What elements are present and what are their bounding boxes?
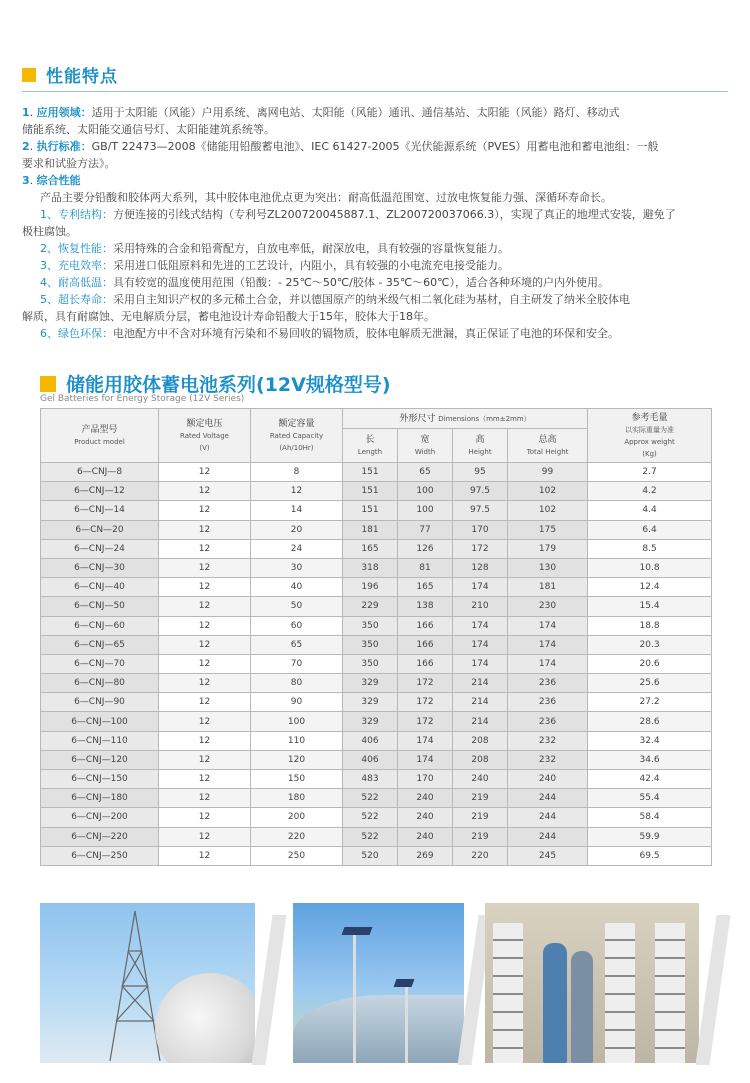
table-cell: 151: [343, 501, 398, 520]
table-cell: 69.5: [588, 846, 712, 865]
table-cell: 181: [508, 578, 588, 597]
table-cell: 174: [398, 750, 453, 769]
table-cell: 6—CNJ—70: [41, 654, 159, 673]
table-cell: 210: [453, 597, 508, 616]
table-cell: 150: [251, 770, 343, 789]
table-cell: 2.7: [588, 463, 712, 482]
divider: [22, 91, 728, 92]
table-row: [41, 731, 712, 750]
table-cell: 18.8: [588, 616, 712, 635]
table-cell: 483: [343, 770, 398, 789]
table-cell: 220: [251, 827, 343, 846]
section-title: 性能特点: [46, 67, 118, 87]
feature-number: 1: [22, 106, 30, 119]
table-cell: 12: [159, 635, 251, 654]
table-cell: 12.4: [588, 578, 712, 597]
feature-label: 综合性能: [36, 174, 81, 187]
intro-text: 产品主要分铅酸和胶体两大系列，其中胶体电池优点更为突出：耐高低温范围宽、过放电恢复能力强、深循环寿命长。: [40, 191, 612, 204]
technician: [543, 943, 567, 1063]
feature-text: 储能系统、太阳能交通信号灯、太阳能建筑系统等。: [22, 123, 275, 136]
section-title: 储能用胶体蓄电池系列(12V规格型号): [66, 374, 391, 396]
table-cell: 6—CNJ—8: [41, 463, 159, 482]
table-cell: 174: [453, 578, 508, 597]
table-cell: 522: [343, 789, 398, 808]
table-cell: 128: [453, 558, 508, 577]
feature-text: 适用于太阳能（风能）户用系统、离网电站、太阳能（风能）通讯、通信基站、太阳能（风能）路灯、移动式: [91, 106, 620, 119]
sub-feature-text: 极柱腐蚀。: [22, 225, 77, 238]
table-cell: 102: [508, 501, 588, 520]
table-cell: 180: [251, 789, 343, 808]
table-cell: 30: [251, 558, 343, 577]
sub-feature-item: [22, 291, 728, 308]
table-cell: 244: [508, 827, 588, 846]
table-cell: 219: [453, 789, 508, 808]
table-cell: 240: [398, 789, 453, 808]
table-row: [41, 597, 712, 616]
sub-feature-text: 具有较宽的温度使用范围（铅酸：- 25℃～50℃/胶体 - 35℃～60℃），适合各种环境的户内外使用。: [113, 276, 610, 289]
battery-rack: [493, 923, 523, 1063]
table-cell: 165: [398, 578, 453, 597]
table-cell: 20.6: [588, 654, 712, 673]
table-cell: 174: [508, 654, 588, 673]
sub-feature-item: [22, 257, 728, 274]
table-cell: 8: [251, 463, 343, 482]
sub-feature-text: 采用进口低阻原料和先进的工艺设计，内阻小，具有较强的小电流充电接受能力。: [113, 259, 509, 272]
table-cell: 60: [251, 616, 343, 635]
table-cell: 90: [251, 693, 343, 712]
table-cell: 12: [159, 616, 251, 635]
table-cell: 77: [398, 520, 453, 539]
table-cell: 170: [398, 770, 453, 789]
section-header-features: [22, 62, 118, 87]
telecom-tower-photo: [40, 903, 255, 1063]
table-cell: 12: [159, 578, 251, 597]
table-cell: 240: [508, 770, 588, 789]
battery-rack: [655, 923, 685, 1063]
lamp-pole: [353, 933, 356, 1063]
table-cell: 232: [508, 750, 588, 769]
table-cell: 138: [398, 597, 453, 616]
table-cell: 65: [251, 635, 343, 654]
table-cell: 350: [343, 616, 398, 635]
table-cell: 329: [343, 674, 398, 693]
battery-room-photo: [485, 903, 699, 1063]
table-cell: 97.5: [453, 482, 508, 501]
table-cell: 50: [251, 597, 343, 616]
sub-feature-list: [22, 206, 728, 342]
table-cell: 230: [508, 597, 588, 616]
battery-rack: [605, 923, 635, 1063]
table-cell: 27.2: [588, 693, 712, 712]
table-cell: 34.6: [588, 750, 712, 769]
table-cell: 12: [159, 520, 251, 539]
table-cell: 12: [159, 597, 251, 616]
table-cell: 14: [251, 501, 343, 520]
feature-label: 执行标准：: [36, 140, 92, 153]
table-cell: 208: [453, 750, 508, 769]
table-row: [41, 635, 712, 654]
table-cell: 236: [508, 674, 588, 693]
table-cell: 99: [508, 463, 588, 482]
table-cell: 172: [398, 712, 453, 731]
yellow-square-icon: [40, 376, 56, 392]
spec-table: [40, 408, 712, 866]
header-height: 高 Height: [453, 429, 508, 463]
table-cell: 250: [251, 846, 343, 865]
table-row: [41, 539, 712, 558]
table-cell: 166: [398, 654, 453, 673]
sub-feature-item: [22, 206, 728, 223]
table-cell: 6—CNJ—50: [41, 597, 159, 616]
sub-feature-label: 6、绿色环保：: [40, 327, 113, 340]
table-cell: 6—CNJ—100: [41, 712, 159, 731]
table-cell: 6.4: [588, 520, 712, 539]
table-row: [41, 463, 712, 482]
header-length: 长 Length: [343, 429, 398, 463]
sub-feature-item: [22, 274, 728, 291]
table-row: [41, 616, 712, 635]
table-row: [41, 501, 712, 520]
solar-street-light-photo: [293, 903, 464, 1063]
table-row: [41, 693, 712, 712]
sub-feature-text: 解质，具有耐腐蚀、无电解质分层，蓄电池设计寿命铅酸大于15年，胶体大于18年。: [22, 310, 435, 323]
feature-number: 3: [22, 174, 30, 187]
sub-feature-text: 采用自主知识产权的多元稀土合金，并以德国原产的纳米级气相二氧化硅为基材，自主研发了纳米全胶体电: [113, 293, 630, 306]
table-cell: 12: [159, 674, 251, 693]
table-cell: 6—CNJ—40: [41, 578, 159, 597]
table-cell: 245: [508, 846, 588, 865]
technician: [571, 951, 593, 1063]
table-cell: 170: [453, 520, 508, 539]
feature-item: 3. 综合性能: [22, 174, 81, 187]
table-cell: 175: [508, 520, 588, 539]
table-cell: 81: [398, 558, 453, 577]
table-cell: 6—CNJ—150: [41, 770, 159, 789]
table-cell: 12: [159, 482, 251, 501]
table-cell: 100: [251, 712, 343, 731]
table-row: [41, 674, 712, 693]
table-cell: 20: [251, 520, 343, 539]
table-cell: 6—CNJ—220: [41, 827, 159, 846]
table-cell: 12: [159, 558, 251, 577]
table-cell: 219: [453, 827, 508, 846]
table-cell: 196: [343, 578, 398, 597]
table-cell: 100: [398, 482, 453, 501]
sub-feature-item: [22, 240, 728, 257]
table-cell: 6—CNJ—30: [41, 558, 159, 577]
table-cell: 12: [159, 731, 251, 750]
table-cell: 172: [398, 674, 453, 693]
table-cell: 174: [508, 616, 588, 635]
table-cell: 130: [508, 558, 588, 577]
table-cell: 329: [343, 693, 398, 712]
table-cell: 6—CNJ—65: [41, 635, 159, 654]
table-cell: 200: [251, 808, 343, 827]
table-cell: 240: [453, 770, 508, 789]
table-cell: 59.9: [588, 827, 712, 846]
feature-label: 应用领域：: [36, 106, 92, 119]
table-cell: 236: [508, 693, 588, 712]
feature-text: 要求和试验方法》。: [22, 157, 116, 170]
table-cell: 120: [251, 750, 343, 769]
table-cell: 12: [159, 846, 251, 865]
table-cell: 20.3: [588, 635, 712, 654]
feature-list: [22, 104, 728, 189]
table-cell: 6—CNJ—110: [41, 731, 159, 750]
table-cell: 406: [343, 750, 398, 769]
table-cell: 10.8: [588, 558, 712, 577]
features-block: [22, 104, 728, 342]
sub-feature-text: 方便连接的引线式结构（专利号ZL200720045887.1、ZL200720037066.3），实现了真正的地埋式安装，避免了: [113, 208, 676, 221]
table-cell: 110: [251, 731, 343, 750]
table-cell: 70: [251, 654, 343, 673]
table-cell: 126: [398, 539, 453, 558]
table-cell: 6—CNJ—80: [41, 674, 159, 693]
feature-item: 1. 应用领域：适用于太阳能（风能）户用系统、离网电站、太阳能（风能）通讯、通信基站、太阳能（风能）路灯、移动式: [22, 106, 620, 119]
table-cell: 6—CNJ—120: [41, 750, 159, 769]
table-cell: 6—CNJ—14: [41, 501, 159, 520]
table-cell: 406: [343, 731, 398, 750]
table-cell: 4.4: [588, 501, 712, 520]
table-cell: 12: [159, 750, 251, 769]
feature-item: 2. 执行标准：GB/T 22473—2008《储能用铅酸蓄电池》、IEC 61427-2005《光伏能源系统（PVES）用蓄电池和蓄电池组：一般: [22, 140, 659, 153]
table-cell: 25.6: [588, 674, 712, 693]
table-cell: 80: [251, 674, 343, 693]
table-cell: 6—CNJ—250: [41, 846, 159, 865]
table-cell: 244: [508, 789, 588, 808]
table-cell: 12: [159, 827, 251, 846]
table-row: [41, 808, 712, 827]
table-row: [41, 712, 712, 731]
spec-table-body: [41, 463, 712, 866]
sub-feature-item: [22, 325, 728, 342]
header-model: 产品型号 Product model: [41, 409, 159, 463]
table-cell: 12: [159, 693, 251, 712]
table-row: [41, 520, 712, 539]
table-cell: 174: [508, 635, 588, 654]
table-cell: 174: [453, 654, 508, 673]
table-cell: 12: [159, 712, 251, 731]
table-row: [41, 654, 712, 673]
sub-feature-label: 2、恢复性能：: [40, 242, 113, 255]
table-cell: 12: [251, 482, 343, 501]
table-cell: 12: [159, 770, 251, 789]
table-cell: 40: [251, 578, 343, 597]
table-cell: 522: [343, 808, 398, 827]
header-width: 宽 Width: [398, 429, 453, 463]
table-row: [41, 482, 712, 501]
table-cell: 12: [159, 539, 251, 558]
table-cell: 100: [398, 501, 453, 520]
feature-text: GB/T 22473—2008《储能用铅酸蓄电池》、IEC 61427-2005《光伏能源系统（PVES）用蓄电池和蓄电池组：一般: [91, 140, 659, 153]
table-cell: 179: [508, 539, 588, 558]
table-cell: 244: [508, 808, 588, 827]
table-cell: 240: [398, 827, 453, 846]
table-cell: 12: [159, 501, 251, 520]
table-cell: 219: [453, 808, 508, 827]
building-shape: [293, 995, 464, 1063]
table-cell: 58.4: [588, 808, 712, 827]
yellow-square-icon: [22, 68, 36, 82]
table-cell: 318: [343, 558, 398, 577]
table-cell: 350: [343, 654, 398, 673]
table-cell: 65: [398, 463, 453, 482]
table-row: [41, 558, 712, 577]
table-cell: 151: [343, 482, 398, 501]
table-cell: 350: [343, 635, 398, 654]
solar-panel-icon: [342, 927, 373, 935]
table-cell: 522: [343, 827, 398, 846]
table-cell: 172: [453, 539, 508, 558]
table-cell: 6—CNJ—180: [41, 789, 159, 808]
table-cell: 269: [398, 846, 453, 865]
table-cell: 329: [343, 712, 398, 731]
table-row: [41, 578, 712, 597]
section-header-series: [40, 370, 391, 397]
lamp-pole: [405, 983, 408, 1063]
table-cell: 181: [343, 520, 398, 539]
sub-feature-label: 3、充电效率：: [40, 259, 113, 272]
table-cell: 6—CNJ—12: [41, 482, 159, 501]
header-total-height: 总高 Total Height: [508, 429, 588, 463]
table-cell: 12: [159, 463, 251, 482]
solar-panel-icon: [394, 979, 415, 987]
table-cell: 12: [159, 789, 251, 808]
feature-number: 2: [22, 140, 30, 153]
sub-feature-label: 1、专利结构：: [40, 208, 113, 221]
header-capacity: 额定容量 Rated Capacity (Ah/10Hr): [251, 409, 343, 463]
table-cell: 174: [398, 731, 453, 750]
sub-feature-label: 4、耐高低温：: [40, 276, 113, 289]
table-cell: 97.5: [453, 501, 508, 520]
header-weight: 参考毛量 以实际重量为准 Approx weight (Kg): [588, 409, 712, 463]
table-cell: 165: [343, 539, 398, 558]
sub-feature-text: 采用特殊的合金和铅膏配方，自放电率低，耐深放电，具有较强的容量恢复能力。: [113, 242, 509, 255]
table-cell: 12: [159, 808, 251, 827]
sub-feature-label: 5、超长寿命：: [40, 293, 113, 306]
table-cell: 220: [453, 846, 508, 865]
decor-stripe: [695, 915, 730, 1065]
table-cell: 172: [398, 693, 453, 712]
table-row: [41, 770, 712, 789]
table-cell: 214: [453, 693, 508, 712]
table-cell: 229: [343, 597, 398, 616]
section-subtitle: Gel Batteries for Energy Storage (12V Series): [40, 394, 245, 404]
table-cell: 151: [343, 463, 398, 482]
table-cell: 214: [453, 712, 508, 731]
decor-stripe: [251, 915, 286, 1065]
header-voltage: 额定电压 Rated Voltage (V): [159, 409, 251, 463]
table-cell: 28.6: [588, 712, 712, 731]
table-row: [41, 789, 712, 808]
table-row: [41, 750, 712, 769]
table-cell: 12: [159, 654, 251, 673]
table-cell: 236: [508, 712, 588, 731]
table-row: [41, 827, 712, 846]
table-cell: 32.4: [588, 731, 712, 750]
table-cell: 42.4: [588, 770, 712, 789]
table-cell: 95: [453, 463, 508, 482]
table-cell: 166: [398, 635, 453, 654]
table-cell: 520: [343, 846, 398, 865]
table-cell: 6—CN—20: [41, 520, 159, 539]
table-cell: 4.2: [588, 482, 712, 501]
table-cell: 15.4: [588, 597, 712, 616]
table-cell: 240: [398, 808, 453, 827]
table-cell: 6—CNJ—24: [41, 539, 159, 558]
table-cell: 232: [508, 731, 588, 750]
table-cell: 6—CNJ—90: [41, 693, 159, 712]
table-cell: 24: [251, 539, 343, 558]
table-cell: 102: [508, 482, 588, 501]
table-cell: 214: [453, 674, 508, 693]
header-dimensions: 外形尺寸 Dimensions（mm±2mm）: [343, 409, 588, 429]
table-cell: 174: [453, 616, 508, 635]
table-cell: 208: [453, 731, 508, 750]
sub-feature-text: 电池配方中不含对环境有污染和不易回收的镉物质，胶体电解质无泄漏，真正保证了电池的环保和安全。: [113, 327, 619, 340]
table-cell: 6—CNJ—200: [41, 808, 159, 827]
satellite-dish-icon: [155, 973, 255, 1063]
table-cell: 174: [453, 635, 508, 654]
table-row: [41, 846, 712, 865]
table-cell: 6—CNJ—60: [41, 616, 159, 635]
table-cell: 8.5: [588, 539, 712, 558]
table-cell: 55.4: [588, 789, 712, 808]
table-cell: 166: [398, 616, 453, 635]
